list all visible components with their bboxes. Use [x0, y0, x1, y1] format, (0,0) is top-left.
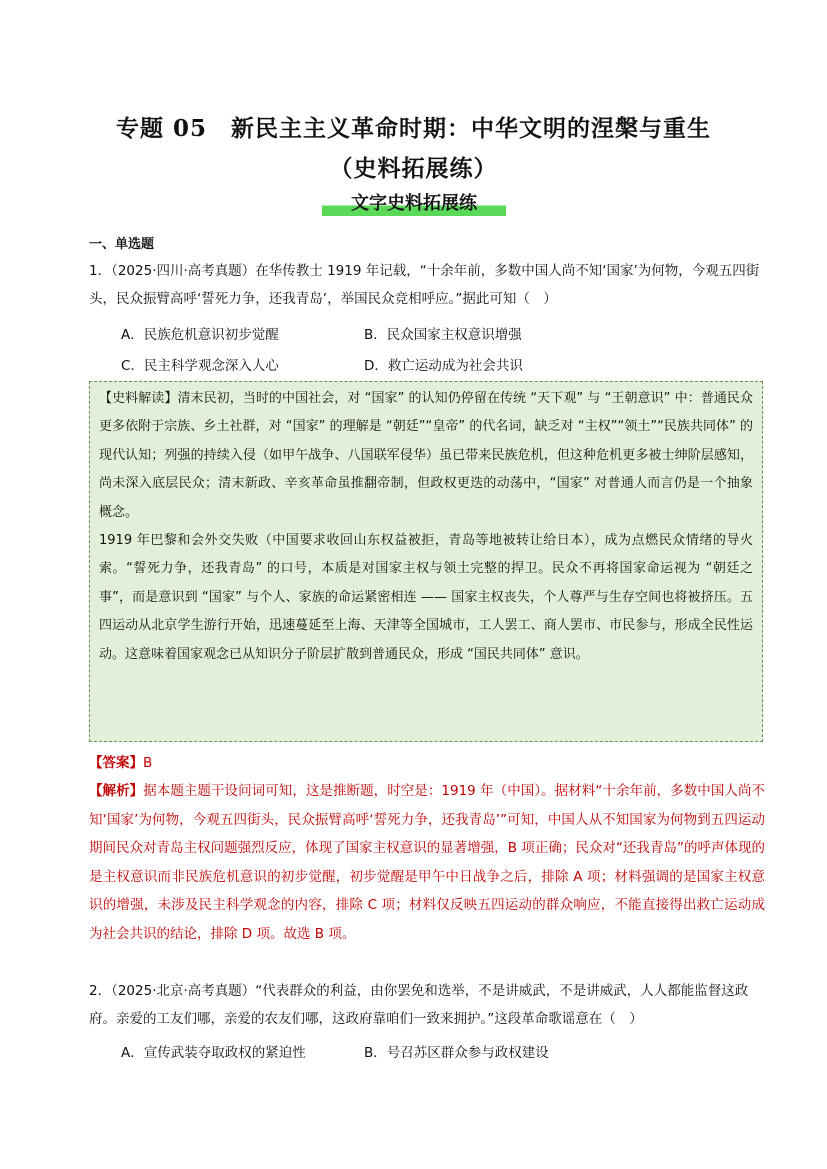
reading-paragraph-2: 1919 年巴黎和会外交失败（中国要求收回山东权益被拒，青岛等地被转让给日本），成为点燃民众情绪的导火索。“誓死力争，还我青岛” 的口号，本质是对国家主权与领土完整的捍卫。民众不再将国家命运视为 “朝廷之事”，而是意识到 “国家” 与个人、家族的命运紧密相连 —— 国家主权丧失，个人尊严与生存空间也将被挤压。五四运动从北京学生游行开始，迅速蔓延至上海、天津等全国城市，工人罢工、商人罢市、市民参与，形成全民性运动。这意味着国家观念已从知识分子阶层扩散到普通民众，形成 “国民共同体” 意识。	[99, 533, 753, 662]
analysis-text: 据本题主题干设问词可知，这是推断题，时空是：1919 年（中国）。据材料“十余年前，多数中国人尚不知‘国家’为何物，今观五四街头，民众振臂高呼‘誓死力争，还我青岛’”可知，中国人从不知国家为何物到五四运动期间民众对青岛主权问题强烈反应，体现了国家主权意识的显著增强，B 项正确；民众对“还我青岛”的呼声体现的是主权意识而非民族危机意识的初步觉醒，初步觉醒是甲午中日战争之后，排除 A 项；材料强调的是国家主权意识的增强，未涉及民主科学观念的内容，排除 C 项；材料仅反映五四运动的群众响应，不能直接得出救亡运动成为社会共识的结论，排除 D 项。故选 B 项。	[89, 783, 766, 942]
q1-option-a: A．民族危机意识初步觉醒	[121, 327, 279, 343]
q1-option-d: D．救亡运动成为社会共识	[364, 358, 523, 374]
section-banner: 文字史料拓展练	[322, 190, 506, 218]
analysis-label: 【解析】	[89, 783, 144, 799]
q2-option-b: B．号召苏区群众参与政权建设	[364, 1045, 549, 1061]
page-subtitle: （史料拓展练）	[329, 155, 498, 182]
analysis-block	[89, 777, 765, 949]
section-title: 一、单选题	[89, 237, 155, 252]
answer-label: 【答案】	[89, 755, 143, 771]
question-1-stem: 1．（2025·四川·高考真题）在华传教士 1919 年记载，“十余年前，多数中国人尚不知‘国家’为何物，今观五四街头，民众振臂高呼‘誓死力争，还我青岛’，举国民众竞相呼应。”据此可知（ ）	[89, 263, 760, 307]
page-title: 专题 05 新民主主义革命时期：中华文明的涅槃与重生	[115, 115, 711, 142]
reading-label: 【史料解读】	[99, 391, 178, 406]
reading-text-1: 清末民初，当时的中国社会，对 “国家” 的认知仍停留在传统 “天下观” 与 “王朝意识” 中：普通民众更多依附于宗族、乡土社群，对 “国家” 的理解是 “朝廷”“皇帝” 的代名词，缺乏对 “主权”“领土”“民族共同体” 的现代认知；列强的持续入侵（如甲午战争、八国联军侵华）虽已带来民族危机，但这种危机更多被士绅阶层感知，尚未深入底层民众；清末新政、辛亥革命虽推翻帝制，但政权更迭的动荡中，“国家” 对普通人而言仍是一个抽象概念。	[99, 391, 753, 520]
q2-option-a: A．宣传武装夺取政权的紧迫性	[121, 1045, 306, 1061]
answer-line	[89, 751, 152, 771]
source-reading-box	[89, 381, 763, 742]
q1-option-b: B．民众国家主权意识增强	[364, 327, 522, 343]
question-2-stem: 2．（2025·北京·高考真题）“代表群众的利益，由你罢免和选举，不是讲威武，不是讲威武，人人都能监督这政府。亲爱的工友们哪，亲爱的农友们哪，这政府靠咱们一致来拥护。”这段革命歌谣意在（ ）	[89, 983, 749, 1027]
answer-value: B	[143, 755, 153, 771]
q1-option-c: C．民主科学观念深入人心	[121, 358, 279, 374]
reading-paragraph-1	[99, 385, 753, 527]
